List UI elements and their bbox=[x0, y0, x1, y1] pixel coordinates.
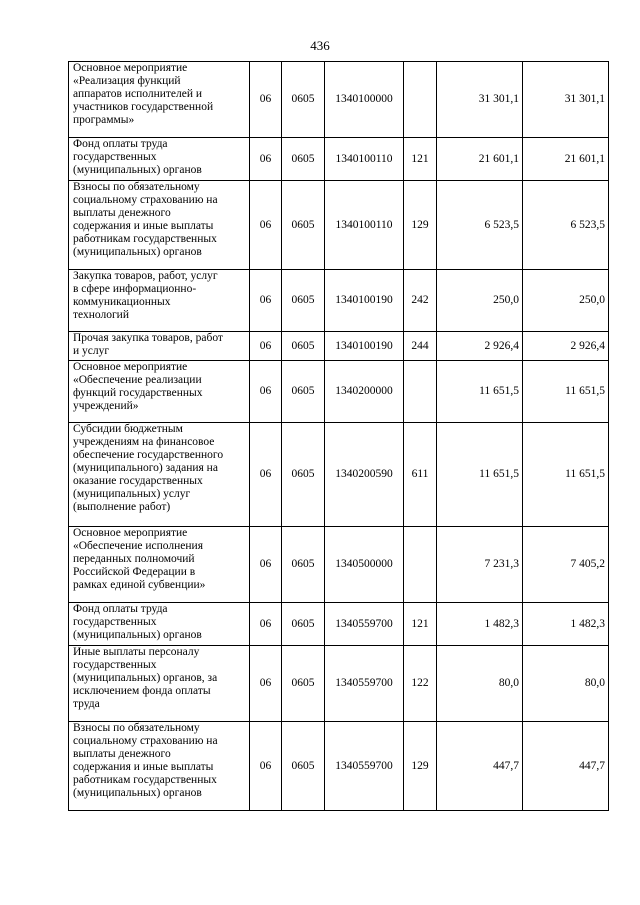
table-row bbox=[69, 361, 609, 423]
row-subsection-cell: 0605 bbox=[282, 423, 325, 527]
row-section-cell: 06 bbox=[250, 361, 282, 423]
row-target-article-cell: 1340559700 bbox=[325, 603, 404, 646]
row-section-cell: 06 bbox=[250, 423, 282, 527]
row-target-article-cell: 1340559700 bbox=[325, 646, 404, 722]
row-section-cell: 06 bbox=[250, 270, 282, 332]
row-expense-type-cell bbox=[404, 361, 437, 423]
row-amount-1-cell: 80,0 bbox=[437, 646, 523, 722]
row-amount-1-cell: 11 651,5 bbox=[437, 361, 523, 423]
row-target-article-cell: 1340100110 bbox=[325, 181, 404, 270]
row-expense-type-cell: 242 bbox=[404, 270, 437, 332]
row-target-article-cell: 1340200000 bbox=[325, 361, 404, 423]
row-amount-1-cell: 7 231,3 bbox=[437, 527, 523, 603]
table-row bbox=[69, 332, 609, 361]
table-row bbox=[69, 603, 609, 646]
row-target-article-cell: 1340200590 bbox=[325, 423, 404, 527]
row-expense-type-cell: 244 bbox=[404, 332, 437, 361]
budget-table-body bbox=[69, 62, 609, 811]
row-amount-2-cell: 250,0 bbox=[523, 270, 609, 332]
table-row bbox=[69, 527, 609, 603]
row-expense-type-cell: 121 bbox=[404, 603, 437, 646]
row-name-cell: Основное мероприятие «Реализация функций аппаратов исполнителей и участников государственной программы» bbox=[69, 62, 250, 138]
row-amount-2-cell: 80,0 bbox=[523, 646, 609, 722]
row-section-cell: 06 bbox=[250, 62, 282, 138]
table-row bbox=[69, 138, 609, 181]
row-subsection-cell: 0605 bbox=[282, 181, 325, 270]
row-name-cell: Иные выплаты персоналу государственных (муниципальных) органов, за исключением фонда оплаты труда bbox=[69, 646, 250, 722]
row-subsection-cell: 0605 bbox=[282, 722, 325, 811]
row-amount-1-cell: 250,0 bbox=[437, 270, 523, 332]
row-expense-type-cell: 121 bbox=[404, 138, 437, 181]
row-subsection-cell: 0605 bbox=[282, 138, 325, 181]
table-row bbox=[69, 270, 609, 332]
row-expense-type-cell bbox=[404, 62, 437, 138]
row-name-cell: Прочая закупка товаров, работ и услуг bbox=[69, 332, 250, 361]
row-amount-2-cell: 7 405,2 bbox=[523, 527, 609, 603]
table-row bbox=[69, 181, 609, 270]
row-section-cell: 06 bbox=[250, 138, 282, 181]
row-expense-type-cell: 122 bbox=[404, 646, 437, 722]
row-subsection-cell: 0605 bbox=[282, 646, 325, 722]
row-amount-2-cell: 11 651,5 bbox=[523, 423, 609, 527]
table-row bbox=[69, 423, 609, 527]
row-expense-type-cell bbox=[404, 527, 437, 603]
page-number: 436 bbox=[310, 38, 330, 53]
row-target-article-cell: 1340559700 bbox=[325, 722, 404, 811]
row-expense-type-cell: 129 bbox=[404, 181, 437, 270]
row-name-cell: Субсидии бюджетным учреждениям на финансовое обеспечение государственного (муниципального) задания на оказание государственных (муниципальных) услуг (выполнение работ) bbox=[69, 423, 250, 527]
row-amount-1-cell: 31 301,1 bbox=[437, 62, 523, 138]
row-subsection-cell: 0605 bbox=[282, 270, 325, 332]
row-subsection-cell: 0605 bbox=[282, 361, 325, 423]
row-name-cell: Основное мероприятие «Обеспечение исполнения переданных полномочий Российской Федерации в рамках единой субвенции» bbox=[69, 527, 250, 603]
row-target-article-cell: 1340100190 bbox=[325, 270, 404, 332]
row-name-cell: Взносы по обязательному социальному страхованию на выплаты денежного содержания и иные выплаты работникам государственных (муниципальных) органов bbox=[69, 181, 250, 270]
row-subsection-cell: 0605 bbox=[282, 527, 325, 603]
row-amount-2-cell: 447,7 bbox=[523, 722, 609, 811]
row-amount-2-cell: 2 926,4 bbox=[523, 332, 609, 361]
row-amount-2-cell: 6 523,5 bbox=[523, 181, 609, 270]
row-expense-type-cell: 611 bbox=[404, 423, 437, 527]
row-name-cell: Закупка товаров, работ, услуг в сфере информационно- коммуникационных технологий bbox=[69, 270, 250, 332]
row-amount-1-cell: 2 926,4 bbox=[437, 332, 523, 361]
table-row bbox=[69, 722, 609, 811]
row-name-cell: Взносы по обязательному социальному страхованию на выплаты денежного содержания и иные выплаты работникам государственных (муниципальных) органов bbox=[69, 722, 250, 811]
row-subsection-cell: 0605 bbox=[282, 332, 325, 361]
row-amount-1-cell: 21 601,1 bbox=[437, 138, 523, 181]
row-name-cell: Фонд оплаты труда государственных (муниципальных) органов bbox=[69, 603, 250, 646]
row-amount-2-cell: 1 482,3 bbox=[523, 603, 609, 646]
row-amount-1-cell: 11 651,5 bbox=[437, 423, 523, 527]
table-row bbox=[69, 62, 609, 138]
row-expense-type-cell: 129 bbox=[404, 722, 437, 811]
row-target-article-cell: 1340500000 bbox=[325, 527, 404, 603]
row-section-cell: 06 bbox=[250, 527, 282, 603]
row-target-article-cell: 1340100110 bbox=[325, 138, 404, 181]
row-amount-1-cell: 6 523,5 bbox=[437, 181, 523, 270]
row-section-cell: 06 bbox=[250, 646, 282, 722]
row-name-cell: Фонд оплаты труда государственных (муниципальных) органов bbox=[69, 138, 250, 181]
row-amount-1-cell: 1 482,3 bbox=[437, 603, 523, 646]
row-amount-2-cell: 21 601,1 bbox=[523, 138, 609, 181]
row-section-cell: 06 bbox=[250, 332, 282, 361]
row-amount-2-cell: 31 301,1 bbox=[523, 62, 609, 138]
row-target-article-cell: 1340100000 bbox=[325, 62, 404, 138]
row-name-cell: Основное мероприятие «Обеспечение реализации функций государственных учреждений» bbox=[69, 361, 250, 423]
budget-table bbox=[68, 61, 609, 811]
row-subsection-cell: 0605 bbox=[282, 62, 325, 138]
row-section-cell: 06 bbox=[250, 722, 282, 811]
row-amount-1-cell: 447,7 bbox=[437, 722, 523, 811]
table-row bbox=[69, 646, 609, 722]
row-amount-2-cell: 11 651,5 bbox=[523, 361, 609, 423]
row-section-cell: 06 bbox=[250, 181, 282, 270]
row-section-cell: 06 bbox=[250, 603, 282, 646]
row-subsection-cell: 0605 bbox=[282, 603, 325, 646]
row-target-article-cell: 1340100190 bbox=[325, 332, 404, 361]
